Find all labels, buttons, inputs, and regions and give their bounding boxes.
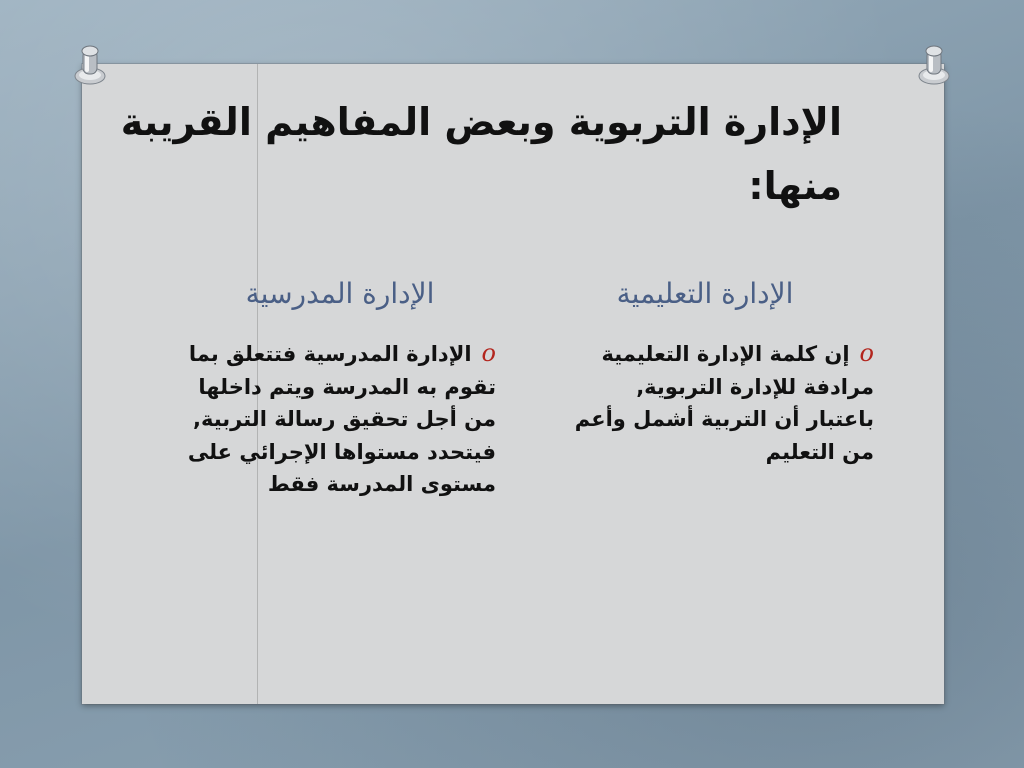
slide-title: الإدارة التربوية وبعض المفاهيم القريبة منها: <box>120 100 842 208</box>
column-heading-school-administration: الإدارة المدرسية <box>245 277 435 310</box>
bullet-item-educational-administration <box>574 337 874 468</box>
pushpin-icon <box>914 42 954 86</box>
pushpin-icon <box>70 42 110 86</box>
column-heading-educational-administration: الإدارة التعليمية <box>616 277 794 310</box>
bullet-text: الإدارة المدرسية فتتعلق بما تقوم به المدرسة ويتم داخلها من أجل تحقيق رسالة التربية, فيتحدد مستواها الإجرائي على مستوى المدرسة فقط <box>187 342 496 496</box>
bullet-marker: o <box>859 339 874 367</box>
bullet-item-school-administration <box>166 337 496 501</box>
bullet-marker: o <box>481 339 496 367</box>
bullet-text: إن كلمة الإدارة التعليمية مرادفة للإدارة التربوية, باعتبار أن التربية أشمل وأعم من التعليم <box>574 342 874 464</box>
